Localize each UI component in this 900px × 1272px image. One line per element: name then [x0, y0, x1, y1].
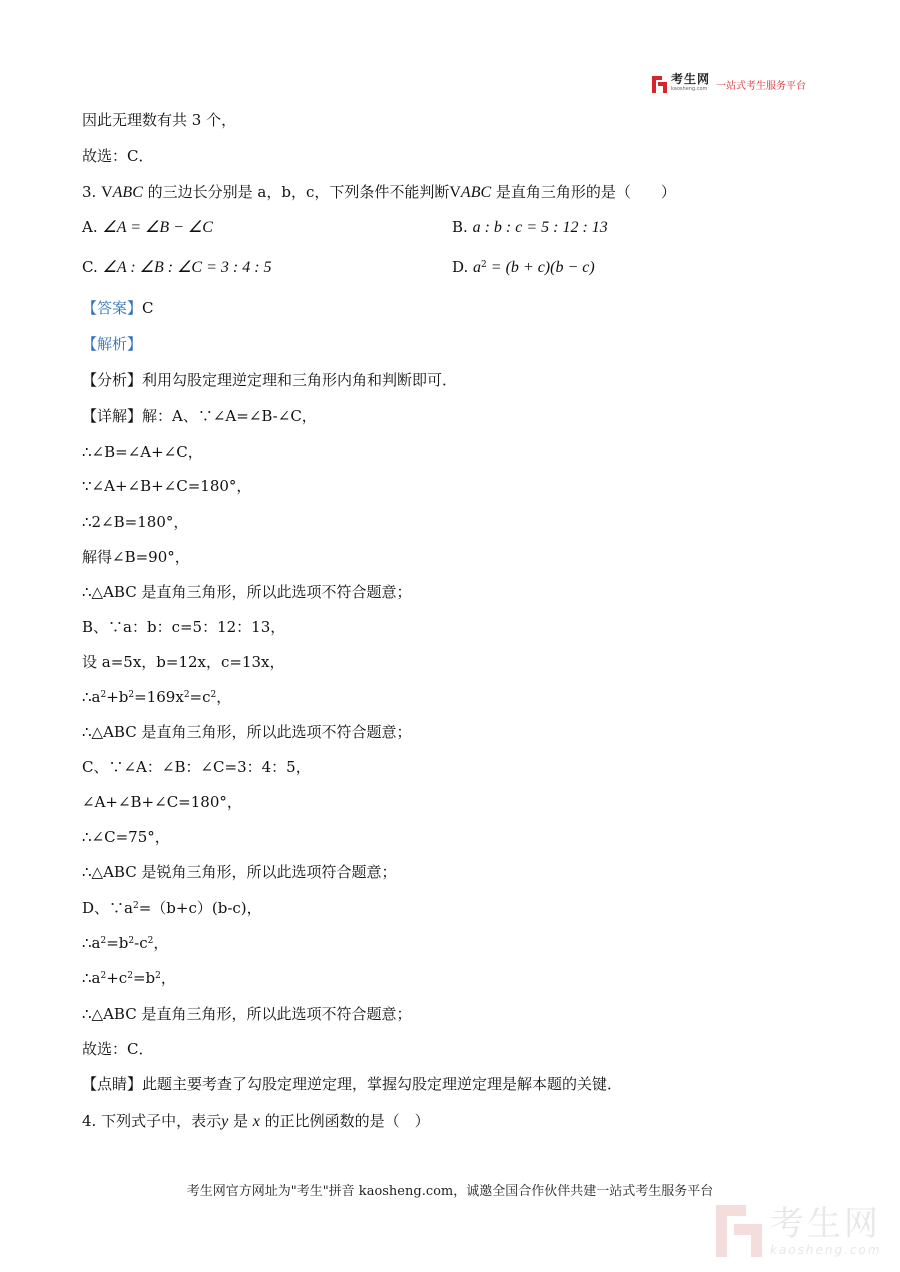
text-line: ∴△ABC 是直角三角形，所以此选项不符合题意；: [82, 723, 412, 741]
text-line: ∴△ABC 是直角三角形，所以此选项不符合题意；: [82, 583, 412, 601]
logo-name: 考生网: [671, 72, 711, 86]
option-a: A. ∠A = ∠B − ∠C: [82, 218, 213, 236]
text-line: $\therefore a^2=b^2-c^2$，: [82, 934, 169, 952]
text-line: D、$\because a^2=(b+c)(b-c)$，: [82, 899, 262, 917]
answer-tag: 【答案】: [82, 299, 143, 317]
text-line: ∠A+∠B+∠C=180°，: [82, 793, 242, 811]
dianjing-line: 【点睛】此题主要考查了勾股定理逆定理，掌握勾股定理逆定理是解本题的关键．: [82, 1075, 623, 1093]
xiangjie-line: 【详解】解：A、∵∠A=∠B-∠C，: [82, 407, 317, 425]
text-line: ∴∠C=75°，: [82, 828, 170, 846]
question-4: 4. 下列式子中，表示y 是 x 的正比例函数的是（ ）: [82, 1112, 430, 1130]
watermark-url: kaosheng.com: [770, 1243, 882, 1257]
text-line: 因此无理数有共 3 个，: [82, 111, 237, 129]
watermark-mark-icon: [716, 1205, 762, 1257]
page-footer: 考生网官方网址为"考生"拼音 kaosheng.com，诚邀全国合作伙伴共建一站式考生服务平台: [186, 1184, 714, 1199]
text-line: 解得∠B=90°，: [82, 548, 190, 566]
text-line: $\therefore a^2+b^2=169x^2=c^2$，: [82, 688, 232, 706]
fenxi-line: 【分析】利用勾股定理逆定理和三角形内角和判断即可．: [82, 371, 458, 389]
text-line: ∴△ABC 是锐角三角形，所以此选项符合题意；: [82, 863, 397, 881]
text-line: ∴∠B=∠A+∠C，: [82, 443, 203, 461]
logo-url: kaosheng.com: [671, 86, 708, 92]
text-line: C、∵∠A：∠B：∠C=3：4：5，: [82, 758, 311, 776]
analysis-tag: 【解析】: [82, 335, 143, 353]
text-line: 设 a=5x，b=12x，c=13x，: [82, 653, 285, 671]
text-line: 故选：C．: [82, 147, 154, 165]
option-b: B. a : b : c = 5 : 12 : 13: [452, 218, 608, 236]
option-d: D. $a^2 = (b + c)(b - c)$: [452, 258, 595, 276]
answer-value: C: [142, 299, 154, 317]
answer-line: [82, 298, 154, 318]
text-line: B、∵a：b：c=5：12：13，: [82, 618, 286, 636]
text-line: ∵∠A+∠B+∠C=180°，: [82, 477, 252, 495]
text-line: ∴2∠B=180°，: [82, 513, 189, 531]
text-line: ∴△ABC 是直角三角形，所以此选项不符合题意；: [82, 1005, 412, 1023]
option-c: C. ∠A : ∠B : ∠C = 3 : 4 : 5: [82, 258, 272, 276]
text-line: 故选：C．: [82, 1040, 154, 1058]
logo-mark-icon: [652, 76, 667, 93]
header-logo: [652, 73, 806, 95]
text-line: $\therefore a^2+c^2=b^2$，: [82, 969, 176, 987]
logo-slogan: 一站式考生服务平台: [716, 80, 807, 92]
watermark-logo: [716, 1205, 882, 1257]
question-3: 3. VABC 的三边长分别是 a，b，c，下列条件不能判断VABC 是直角三角形的是（ ）: [82, 183, 676, 201]
watermark-name: 考生网: [770, 1204, 881, 1244]
